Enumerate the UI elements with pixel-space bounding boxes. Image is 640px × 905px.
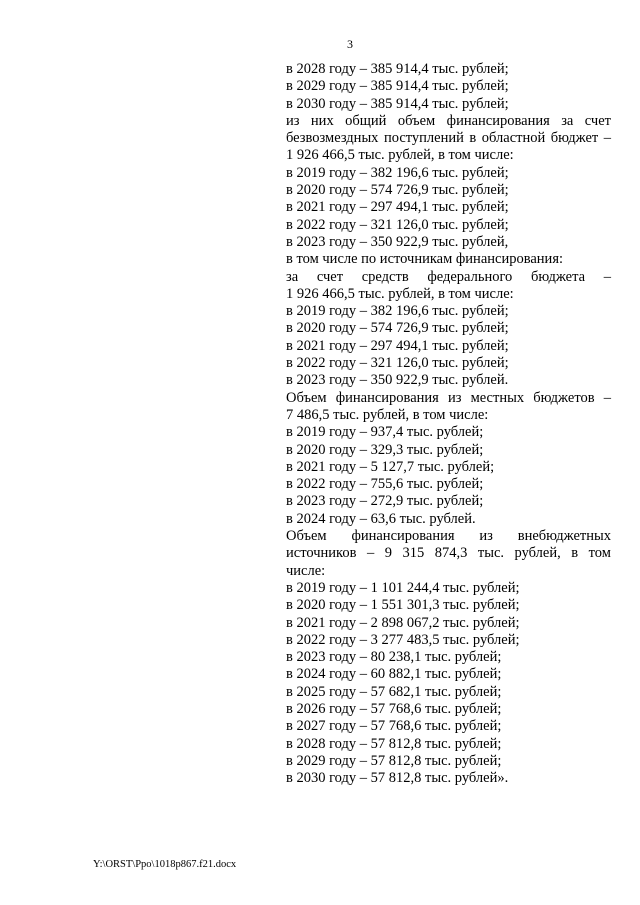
text-line: в 2023 году – 80 238,1 тыс. рублей; bbox=[286, 649, 502, 666]
text-line bbox=[286, 390, 611, 407]
text-line: 7 486,5 тыс. рублей, в том числе: bbox=[286, 406, 489, 423]
text-line: в 2030 году – 385 914,4 тыс. рублей; bbox=[286, 95, 509, 112]
text-line: в 2022 году – 321 126,0 тыс. рублей; bbox=[286, 355, 509, 372]
text-line: в 2022 году – 321 126,0 тыс. рублей; bbox=[286, 216, 509, 233]
text-word: Объем bbox=[286, 389, 327, 406]
text-line: в 2023 году – 350 922,9 тыс. рублей, bbox=[286, 233, 509, 250]
text-line: в 2020 году – 1 551 301,3 тыс. рублей; bbox=[286, 597, 520, 614]
text-word: счет bbox=[316, 268, 344, 285]
text-line: в 2030 году – 57 812,8 тыс. рублей». bbox=[286, 770, 509, 787]
text-word: в bbox=[571, 545, 579, 562]
text-word: – bbox=[603, 130, 611, 147]
text-word: безвозмездных bbox=[286, 130, 379, 147]
text-line: в том числе по источникам финансирования: bbox=[286, 251, 564, 268]
text-line: в 2019 году – 937,4 тыс. рублей; bbox=[286, 424, 484, 441]
text-line: числе: bbox=[286, 562, 326, 579]
text-word: финансирования bbox=[446, 112, 550, 129]
text-line: в 2023 году – 272,9 тыс. рублей; bbox=[286, 493, 484, 510]
text-word: из bbox=[447, 389, 462, 406]
text-word: бюджетов bbox=[533, 389, 595, 406]
text-word: них bbox=[310, 112, 334, 129]
text-word: источников bbox=[286, 545, 357, 562]
text-line bbox=[286, 269, 611, 286]
text-line bbox=[286, 130, 611, 147]
text-word: общий bbox=[345, 112, 387, 129]
text-word: из bbox=[286, 112, 300, 129]
text-line: в 2021 году – 297 494,1 тыс. рублей; bbox=[286, 337, 509, 354]
text-word: 315 bbox=[402, 545, 425, 562]
text-line: 1 926 466,5 тыс. рублей, в том числе: bbox=[286, 285, 514, 302]
text-word: финансирования bbox=[335, 389, 439, 406]
text-word: том bbox=[588, 545, 611, 562]
text-line bbox=[286, 545, 611, 562]
text-word: федерального bbox=[427, 268, 513, 285]
text-line: в 2024 году – 60 882,1 тыс. рублей; bbox=[286, 666, 502, 683]
text-line: в 2023 году – 350 922,9 тыс. рублей. bbox=[286, 372, 509, 389]
text-word: местных bbox=[470, 389, 525, 406]
text-word: – bbox=[366, 545, 375, 562]
text-word: финансирования bbox=[351, 528, 455, 545]
text-word: средств bbox=[361, 268, 409, 285]
text-line: в 2019 году – 382 196,6 тыс. рублей; bbox=[286, 303, 509, 320]
text-word: бюджета bbox=[530, 268, 586, 285]
text-line: в 2028 году – 57 812,8 тыс. рублей; bbox=[286, 735, 502, 752]
text-word: бюджет bbox=[550, 130, 599, 147]
text-line: 1 926 466,5 тыс. рублей, в том числе: bbox=[286, 147, 514, 164]
text-line: в 2019 году – 1 101 244,4 тыс. рублей; bbox=[286, 579, 520, 596]
text-word: тыс. bbox=[477, 545, 505, 562]
document-body bbox=[286, 61, 611, 787]
text-line bbox=[286, 113, 611, 130]
text-line: в 2021 году – 2 898 067,2 тыс. рублей; bbox=[286, 614, 520, 631]
text-line: в 2029 году – 385 914,4 тыс. рублей; bbox=[286, 78, 509, 95]
text-word: за bbox=[286, 268, 299, 285]
text-line: в 2024 году – 63,6 тыс. рублей. bbox=[286, 510, 476, 527]
text-line: в 2022 году – 755,6 тыс. рублей; bbox=[286, 476, 484, 493]
text-line: в 2027 году – 57 768,6 тыс. рублей; bbox=[286, 718, 502, 735]
text-line: в 2020 году – 574 726,9 тыс. рублей; bbox=[286, 182, 509, 199]
text-line: в 2020 году – 329,3 тыс. рублей; bbox=[286, 441, 484, 458]
text-word: за bbox=[561, 112, 574, 129]
text-word: рублей, bbox=[514, 545, 561, 562]
text-line: в 2020 году – 574 726,9 тыс. рублей; bbox=[286, 320, 509, 337]
text-line: в 2021 году – 297 494,1 тыс. рублей; bbox=[286, 199, 509, 216]
text-word: 874,3 bbox=[434, 545, 468, 562]
text-word: из bbox=[479, 528, 493, 545]
text-line bbox=[286, 528, 611, 545]
footer-file-path: Y:\ORST\Ppo\1018p867.f21.docx bbox=[93, 859, 237, 870]
text-word: в bbox=[469, 130, 477, 147]
text-line: в 2026 году – 57 768,6 тыс. рублей; bbox=[286, 700, 502, 717]
text-word: – bbox=[603, 268, 611, 285]
page-number: 3 bbox=[347, 37, 353, 51]
text-line: в 2025 году – 57 682,1 тыс. рублей; bbox=[286, 683, 502, 700]
text-line: в 2029 году – 57 812,8 тыс. рублей; bbox=[286, 752, 502, 769]
text-word: поступлений bbox=[383, 130, 464, 147]
text-word: внебюджетных bbox=[517, 528, 611, 545]
text-line: в 2019 году – 382 196,6 тыс. рублей; bbox=[286, 164, 509, 181]
text-line: в 2022 году – 3 277 483,5 тыс. рублей; bbox=[286, 631, 520, 648]
text-word: Объем bbox=[286, 528, 327, 545]
text-line: в 2021 году – 5 127,7 тыс. рублей; bbox=[286, 458, 495, 475]
text-line: в 2028 году – 385 914,4 тыс. рублей; bbox=[286, 61, 509, 77]
text-word: областной bbox=[481, 130, 546, 147]
text-word: объем bbox=[397, 112, 436, 129]
text-word: – bbox=[603, 389, 611, 406]
text-word: счет bbox=[584, 112, 611, 129]
text-word: 9 bbox=[384, 545, 392, 562]
